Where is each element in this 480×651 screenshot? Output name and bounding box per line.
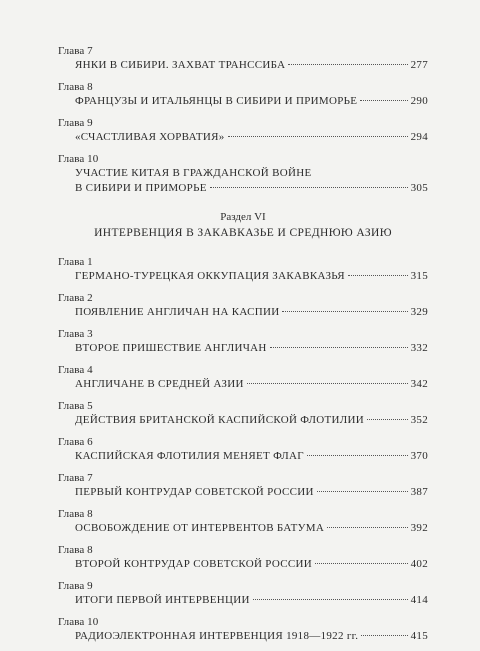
page-number: 315 (410, 270, 428, 282)
toc-entry (58, 255, 428, 284)
dot-leader (253, 599, 408, 600)
chapter-title: ПЕРВЫЙ КОНТРУДАР СОВЕТСКОЙ РОССИИ (75, 486, 314, 498)
toc-line (75, 305, 428, 320)
chapter-number: Глава 9 (58, 580, 93, 592)
toc-line (75, 377, 428, 392)
dot-leader (210, 187, 408, 188)
toc-line (75, 94, 428, 109)
toc-entry (58, 116, 428, 145)
toc-entry (58, 615, 428, 644)
page-number: 402 (410, 558, 428, 570)
chapter-title: КАСПИЙСКАЯ ФЛОТИЛИЯ МЕНЯЕТ ФЛАГ (75, 450, 304, 462)
chapter-title: ПОЯВЛЕНИЕ АНГЛИЧАН НА КАСПИИ (75, 306, 280, 318)
toc-entry (58, 152, 428, 196)
section-label: Раздел VI (220, 211, 266, 223)
dot-leader (317, 491, 408, 492)
toc-entry (58, 80, 428, 109)
chapter-title: АНГЛИЧАНЕ В СРЕДНЕЙ АЗИИ (75, 378, 244, 390)
page-number: 294 (410, 131, 428, 143)
section-title: ИНТЕРВЕНЦИЯ В ЗАКАВКАЗЬЕ И СРЕДНЮЮ АЗИЮ (94, 227, 392, 239)
page-number: 414 (410, 594, 428, 606)
toc-entry (58, 435, 428, 464)
chapter-number: Глава 8 (58, 508, 93, 520)
section-heading (58, 210, 428, 241)
toc-line (75, 485, 428, 500)
chapter-title: В СИБИРИ И ПРИМОРЬЕ (75, 182, 207, 194)
toc-entry (58, 44, 428, 73)
page-number: 332 (410, 342, 428, 354)
table-of-contents (58, 44, 428, 651)
toc-entry (58, 507, 428, 536)
toc-line (75, 593, 428, 608)
dot-leader (361, 635, 407, 636)
dot-leader (307, 455, 408, 456)
chapter-title: «СЧАСТЛИВАЯ ХОРВАТИЯ» (75, 131, 225, 143)
chapter-title: ДЕЙСТВИЯ БРИТАНСКОЙ КАСПИЙСКОЙ ФЛОТИЛИИ (75, 414, 364, 426)
toc-entry (58, 579, 428, 608)
dot-leader (367, 419, 408, 420)
toc-entry (58, 291, 428, 320)
chapter-number: Глава 10 (58, 153, 99, 165)
toc-line (75, 58, 428, 73)
page-number: 305 (410, 182, 428, 194)
dot-leader (247, 383, 408, 384)
page-number: 415 (410, 630, 428, 642)
toc-line (75, 557, 428, 572)
toc-line (75, 341, 428, 356)
chapter-title-line1: УЧАСТИЕ КИТАЯ В ГРАЖДАНСКОЙ ВОЙНЕ (75, 167, 312, 179)
chapter-number: Глава 7 (58, 472, 93, 484)
dot-leader (315, 563, 408, 564)
toc-line (75, 181, 428, 196)
page-number: 342 (410, 378, 428, 390)
dot-leader (327, 527, 408, 528)
chapter-number: Глава 2 (58, 292, 93, 304)
chapter-number: Глава 4 (58, 364, 93, 376)
page-number: 387 (410, 486, 428, 498)
toc-line (75, 449, 428, 464)
toc-line (75, 521, 428, 536)
chapter-number: Глава 1 (58, 256, 93, 268)
chapter-title: ВТОРОЙ КОНТРУДАР СОВЕТСКОЙ РОССИИ (75, 558, 312, 570)
chapter-number: Глава 7 (58, 45, 93, 57)
chapter-title: ФРАНЦУЗЫ И ИТАЛЬЯНЦЫ В СИБИРИ И ПРИМОРЬЕ (75, 95, 358, 107)
dot-leader (282, 311, 407, 312)
toc-entry (58, 543, 428, 572)
chapter-number: Глава 6 (58, 436, 93, 448)
page-number: 370 (410, 450, 428, 462)
page-number: 277 (410, 59, 428, 71)
page-number: 329 (410, 306, 428, 318)
toc-line (75, 130, 428, 145)
chapter-number: Глава 8 (58, 544, 93, 556)
chapter-number: Глава 5 (58, 400, 93, 412)
dot-leader (228, 136, 408, 137)
chapter-number: Глава 8 (58, 81, 93, 93)
chapter-number: Глава 9 (58, 117, 93, 129)
chapter-title: ИТОГИ ПЕРВОЙ ИНТЕРВЕНЦИИ (75, 594, 250, 606)
chapter-number: Глава 3 (58, 328, 93, 340)
chapter-title: РАДИОЭЛЕКТРОННАЯ ИНТЕРВЕНЦИЯ 1918—1922 гг. (75, 630, 359, 642)
chapter-title: ЯНКИ В СИБИРИ. ЗАХВАТ ТРАНССИБА (75, 59, 286, 71)
toc-line (75, 413, 428, 428)
chapter-title: ГЕРМАНО-ТУРЕЦКАЯ ОККУПАЦИЯ ЗАКАВКАЗЬЯ (75, 270, 345, 282)
page-number: 290 (410, 95, 428, 107)
toc-entry (58, 327, 428, 356)
toc-entry (58, 363, 428, 392)
chapter-number: Глава 10 (58, 616, 99, 628)
toc-line (75, 269, 428, 284)
dot-leader (360, 100, 407, 101)
page-number: 392 (410, 522, 428, 534)
dot-leader (288, 64, 407, 65)
chapter-title: ВТОРОЕ ПРИШЕСТВИЕ АНГЛИЧАН (75, 342, 267, 354)
toc-line (75, 629, 428, 644)
toc-entry (58, 399, 428, 428)
chapter-title: ОСВОБОЖДЕНИЕ ОТ ИНТЕРВЕНТОВ БАТУМА (75, 522, 325, 534)
page-number: 352 (410, 414, 428, 426)
toc-entry (58, 471, 428, 500)
dot-leader (270, 347, 408, 348)
dot-leader (348, 275, 408, 276)
